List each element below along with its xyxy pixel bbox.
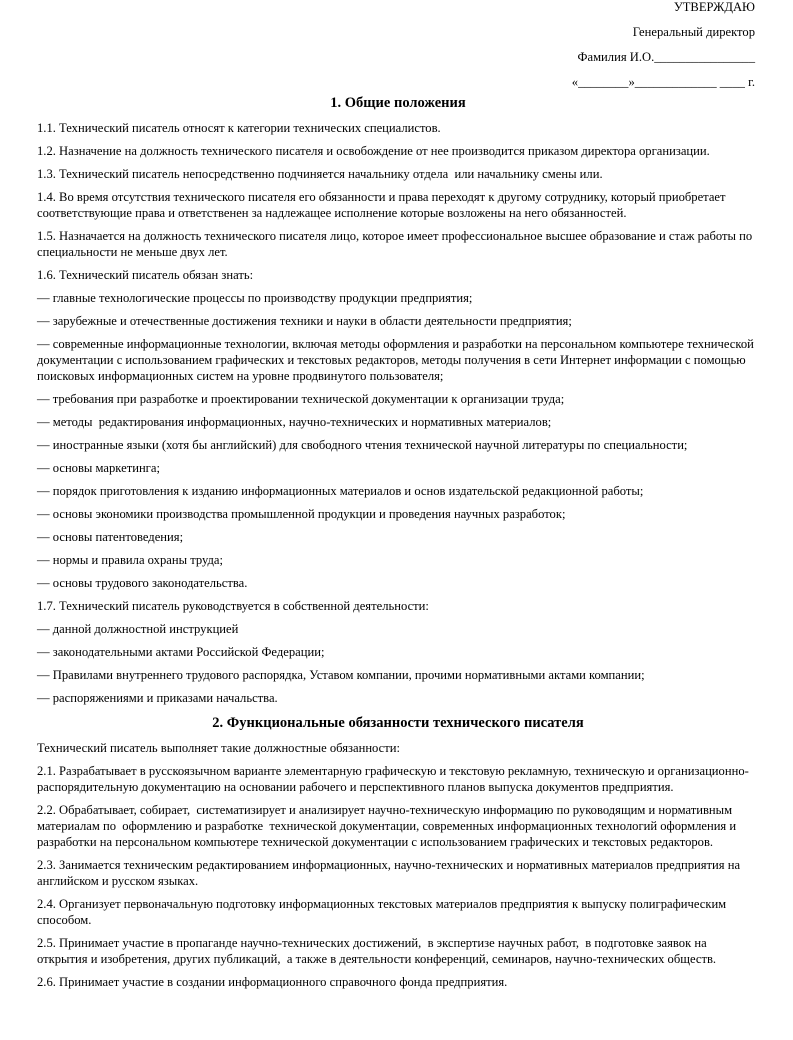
- paragraph: 1.1. Технический писатель относят к категории технических специалистов.: [37, 121, 441, 135]
- paragraph: — нормы и правила охраны труда;: [37, 553, 223, 567]
- paragraph: — порядок приготовления к изданию информационных материалов и основ издательской редакционной работы;: [37, 484, 644, 498]
- paragraph: 1.3. Технический писатель непосредственно подчиняется начальнику отдела или начальнику смены или.: [37, 167, 603, 181]
- approval-date-line: «________»_____________ ____ г.: [571, 75, 755, 89]
- paragraph: 1.4. Во время отсутствия технического писателя его обязанности и права переходят к другому сотруднику, который приобретает соответствующие права и ответственен за надлежащее исполнение которые возложены на него обязанностей.: [37, 190, 729, 220]
- paragraph: 2.2. Обрабатывает, собирает, систематизирует и анализирует научно-техническую информацию по руководящим и нормативным материалам по оформлению и разработке технической документации, современных информационных технологий оформления и разработки на персональном компьютере технической документации с использованием графических и текстовых редакторов.: [37, 803, 740, 849]
- approval-name-line: Фамилия И.О.________________: [577, 50, 755, 64]
- paragraph: 2.4. Организует первоначальную подготовку информационных текстовых материалов предприятия к выпуску полиграфическим способом.: [37, 897, 730, 927]
- paragraph: — главные технологические процессы по производству продукции предприятия;: [37, 291, 473, 305]
- document-body: [37, 94, 759, 997]
- approval-block: [572, 0, 755, 95]
- paragraph: — основы маркетинга;: [37, 461, 160, 475]
- paragraph: — зарубежные и отечественные достижения техники и науки в области деятельности предприятия;: [37, 314, 572, 328]
- paragraph: — иностранные языки (хотя бы английский) для свободного чтения технической научной литературы по специальности;: [37, 438, 688, 452]
- paragraph: — методы редактирования информационных, научно-технических и нормативных материалов;: [37, 415, 552, 429]
- paragraph: — требования при разработке и проектировании технической документации к организации труда;: [37, 392, 565, 406]
- paragraph: Технический писатель выполняет такие должностные обязанности:: [37, 741, 400, 755]
- paragraph: — основы трудового законодательства.: [37, 576, 248, 590]
- paragraph: 1.6. Технический писатель обязан знать:: [37, 268, 254, 282]
- paragraph: — Правилами внутреннего трудового распорядка, Уставом компании, прочими нормативными актами компании;: [37, 668, 645, 682]
- paragraph: 1.7. Технический писатель руководствуется в собственной деятельности:: [37, 599, 429, 613]
- paragraph: 1.5. Назначается на должность технического писателя лицо, которое имеет профессиональное высшее образование и стаж работы по специальности не меньше двух лет.: [37, 229, 756, 259]
- approval-title: УТВЕРЖДАЮ: [673, 0, 755, 14]
- paragraph: — законодательными актами Российской Федерации;: [37, 645, 325, 659]
- section-1-heading: 1. Общие положения: [330, 95, 466, 111]
- paragraph: 2.1. Разрабатывает в русскоязычном варианте элементарную графическую и текстовую рекламную, техническую и организационно-распорядительную документацию на основании рабочего и перспективного планов выпуска документов предприятия.: [37, 764, 749, 794]
- section-2-body: [37, 740, 759, 990]
- paragraph: — основы экономики производства промышленной продукции и проведения научных разработок;: [37, 507, 566, 521]
- section-2-heading: 2. Функциональные обязанности технического писателя: [212, 715, 584, 731]
- paragraph: — современные информационные технологии, включая методы оформления и разработки на персональном компьютере технической документации с использованием графических и текстовых редакторов, методы получения в сети Интернет информации с помощью поисковых информационных систем на уровне продвинутого пользователя;: [37, 337, 758, 383]
- approval-position: Генеральный директор: [632, 25, 755, 39]
- paragraph: 2.3. Занимается техническим редактированием информационных, научно-технических и нормативных материалов предприятия на английском и русском языках.: [37, 858, 744, 888]
- paragraph: 1.2. Назначение на должность технического писателя и освобождение от нее производится приказом директора организации.: [37, 144, 710, 158]
- paragraph: — основы патентоведения;: [37, 530, 184, 544]
- paragraph: — данной должностной инструкцией: [37, 622, 239, 636]
- section-1-body: [37, 120, 759, 706]
- paragraph: 2.6. Принимает участие в создании информационного справочного фонда предприятия.: [37, 975, 508, 989]
- paragraph: — распоряжениями и приказами начальства.: [37, 691, 278, 705]
- paragraph: 2.5. Принимает участие в пропаганде научно-технических достижений, в экспертизе научных работ, в подготовке заявок на открытия и изобретения, других публикаций, а также в деятельности конференций, семинаров, научно-технических обществ.: [37, 936, 717, 966]
